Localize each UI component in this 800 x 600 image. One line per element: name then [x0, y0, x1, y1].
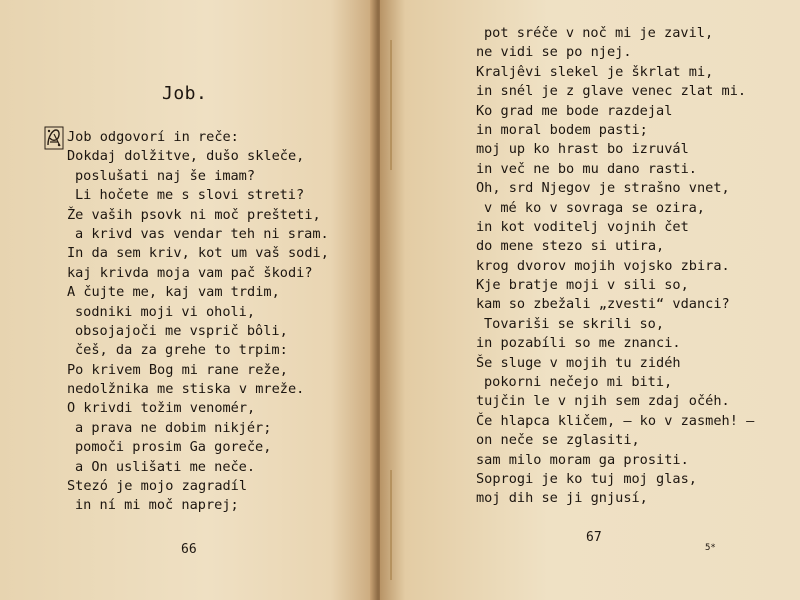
page-number-right: 67 [586, 530, 602, 545]
poem-line: A čujte me, kaj vam trdim, [67, 284, 280, 301]
poem-line: v mé ko v sovraga se ozira, [484, 199, 705, 216]
poem-line: moj dih se ji gnjusí, [476, 490, 648, 507]
poem-line: Stezó je mojo zagradíl [67, 478, 248, 495]
poem-line: nedolžnika me stiska v mreže. [67, 381, 305, 398]
poem-line: kaj krivda moja vam pač škodi? [67, 264, 313, 281]
poem-line: O krivdi tožim venomér, [67, 400, 256, 417]
poem-line: in ní mi moč naprej; [75, 497, 239, 514]
poem-line: češ, da za grehe to trpim: [75, 342, 288, 359]
poem-line: a prava ne dobim nikjér; [75, 419, 272, 436]
right-poem-lines [476, 24, 754, 509]
page-number-left: 66 [181, 542, 197, 557]
poem-line: Že vaših psovk ni moč prešteti, [67, 206, 321, 223]
poem-line: Soprogi je ko tuj moj glas, [476, 470, 697, 487]
right-page [380, 0, 800, 600]
poem-line: Tovariši se skrili so, [484, 315, 665, 332]
poem-line: pokorni nečejo mi biti, [484, 374, 673, 391]
poem-line: Dokdaj dolžitve, dušo skleče, [67, 148, 305, 165]
left-poem-lines [67, 128, 329, 516]
poem-line: Kraljêvi slekel je škrlat mi, [476, 63, 714, 80]
poem-line: sodniki moji vi oholi, [75, 303, 256, 320]
poem-line: Kje bratje moji v sili so, [476, 277, 689, 294]
binding-shadow [390, 470, 392, 580]
poem-line: do mene stezo si utira, [476, 238, 665, 255]
poem-line: pomoči prosim Ga goreče, [75, 439, 272, 456]
binding-shadow [390, 40, 392, 170]
poem-line: Job odgovorí in reče: [67, 129, 239, 145]
poem-title: Job. [162, 83, 208, 104]
poem-line: Če hlapca kličem, — ko v zasmeh! — [476, 412, 755, 429]
poem-line: Ko grad me bode razdejal [476, 102, 673, 119]
poem-line: krog dvorov mojih vojsko zbira. [476, 257, 730, 274]
poem-line: In da sem kriv, kot um vaš sodi, [67, 245, 329, 262]
poem-line: a krivd vas vendar teh ni sram. [75, 225, 329, 242]
poem-line: sam milo moram ga prositi. [476, 451, 689, 468]
poem-line: Oh, srd Njegov je strašno vnet, [476, 180, 730, 197]
ornamental-initial-icon [44, 126, 64, 150]
poem-line: a On uslišati me neče. [75, 458, 256, 475]
printer-signature-mark: 5* [705, 543, 716, 553]
poem-line: in moral bodem pasti; [476, 121, 648, 138]
poem-line: Še sluge v mojih tu zidéh [476, 354, 681, 371]
poem-line: poslušati naj še imam? [75, 167, 256, 184]
poem-line: in snél je z glave venec zlat mi. [476, 83, 747, 100]
poem-line: pot sréče v noč mi je zavil, [484, 25, 714, 41]
poem-line: tujčin le v njih sem zdaj očéh. [476, 393, 730, 410]
poem-line: in kot voditelj vojnih čet [476, 218, 689, 235]
poem-line: kam so zbežali „zvesti“ vdanci? [476, 296, 730, 313]
poem-line: on neče se zglasiti, [476, 432, 640, 449]
poem-line: ne vidi se po njej. [476, 44, 632, 61]
poem-line: Li hočete me s slovi streti? [75, 187, 305, 204]
poem-line: in več ne bo mu dano rasti. [476, 160, 697, 177]
poem-line: in pozabíli so me znanci. [476, 335, 681, 352]
poem-line: obsojajoči me vsprič bôli, [75, 322, 288, 339]
poem-line: moj up ko hrast bo izruvál [476, 141, 689, 158]
poem-line: Po krivem Bog mi rane reže, [67, 361, 288, 378]
left-page [0, 0, 376, 600]
